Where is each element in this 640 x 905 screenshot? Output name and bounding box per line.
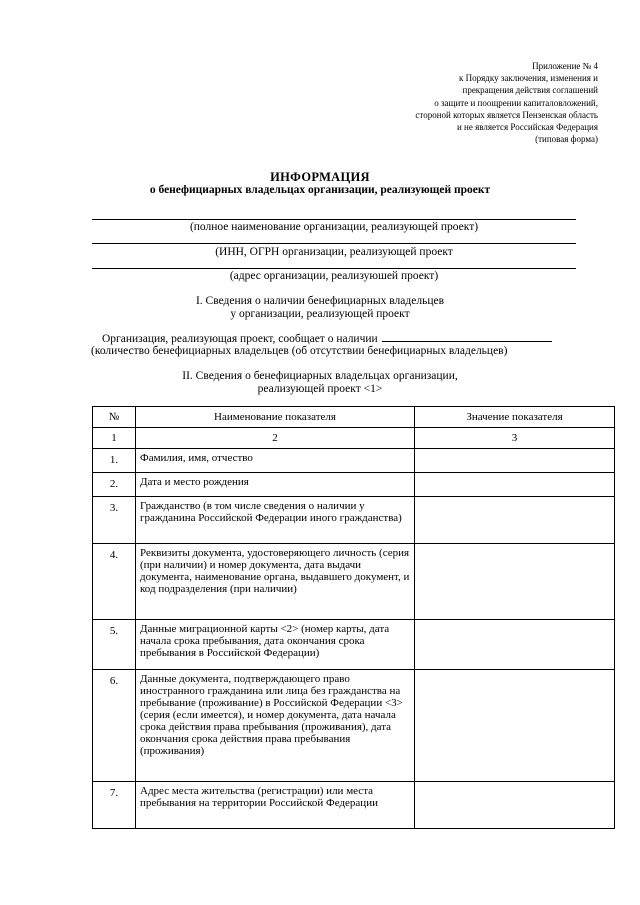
row-value-cell[interactable] <box>415 449 615 473</box>
section-1-line: у организации, реализующей проект <box>230 308 410 320</box>
address-line <box>92 268 576 269</box>
row-value-cell[interactable] <box>415 473 615 497</box>
report-text: Организация, реализующая проект, сообщает о наличии <box>102 333 378 345</box>
document-subtitle: о бенефициарных владельцах организации, реализующей проект <box>149 184 491 196</box>
document-title: ИНФОРМАЦИЯ <box>270 170 370 184</box>
table-row <box>93 782 615 829</box>
row-number: 2. <box>93 473 136 497</box>
section-2-line: реализующей проект <1> <box>257 383 383 395</box>
row-value-cell[interactable] <box>415 620 615 670</box>
appendix-line: прекращения действия соглашений <box>462 85 598 96</box>
row-value-cell[interactable] <box>415 497 615 544</box>
table-column-numbers-row <box>93 428 615 449</box>
table-row <box>93 670 615 782</box>
appendix-line: к Порядку заключения, изменения и <box>458 73 598 84</box>
row-value-cell[interactable] <box>415 544 615 620</box>
header-value: Значение показателя <box>415 407 615 428</box>
table-row <box>93 544 615 620</box>
report-statement <box>102 333 552 345</box>
appendix-line: Приложение № 4 <box>532 61 598 71</box>
column-number: 2 <box>136 428 415 449</box>
table-header-row <box>93 407 615 428</box>
row-number: 6. <box>93 670 136 782</box>
row-indicator: Реквизиты документа, удостоверяющего личность (серия (при наличии) и номер документа, дата выдачи документа, наименование органа, выдавшего документ, и код подразделения (при наличии) <box>136 544 415 620</box>
row-number: 4. <box>93 544 136 620</box>
appendix-line: (типовая форма) <box>535 134 598 145</box>
section-2-heading <box>0 370 640 396</box>
row-number: 1. <box>93 449 136 473</box>
row-indicator: Адрес места жительства (регистрации) или места пребывания на территории Российской Федерации <box>136 782 415 829</box>
header-number: № <box>93 407 136 428</box>
section-1-heading <box>0 295 640 321</box>
row-indicator: Гражданство (в том числе сведения о наличии у гражданина Российской Федерации иного гражданства) <box>136 497 415 544</box>
beneficiary-table <box>92 406 615 829</box>
table-row <box>93 473 615 497</box>
row-number: 7. <box>93 782 136 829</box>
report-note: (количество бенефициарных владельцев (об отсутствии бенефициарных владельцев) <box>91 345 508 357</box>
inn-caption: (ИНН, ОГРН организации, реализующей проект <box>215 246 453 258</box>
section-2-line: II. Сведения о бенефициарных владельцах организации, <box>182 370 458 382</box>
row-value-cell[interactable] <box>415 782 615 829</box>
address-caption: (адрес организации, реализуюшей проект) <box>229 270 439 282</box>
appendix-line: о защите и поощрении капиталовложений, <box>434 97 598 108</box>
header-indicator: Наименование показателя <box>136 407 415 428</box>
table-row <box>93 497 615 544</box>
inn-line <box>92 243 576 244</box>
appendix-line: и не является Российская Федерация <box>456 122 598 133</box>
table-row <box>93 449 615 473</box>
row-indicator: Данные документа, подтверждающего право иностранного гражданина или лица без гражданства на пребывание (проживание) в Российской Федерации <3> (серия (если имеется), и номер документа, дата начала срока действия права пребывания (проживания), дата окончания срока действия права пребывания (проживания) <box>136 670 415 782</box>
column-number: 1 <box>93 428 136 449</box>
row-number: 5. <box>93 620 136 670</box>
row-value-cell[interactable] <box>415 670 615 782</box>
column-number: 3 <box>415 428 615 449</box>
section-1-line: I. Сведения о наличии бенефициарных владельцев <box>195 295 445 307</box>
org-name-caption: (полное наименование организации, реализующей проект) <box>189 221 479 233</box>
beneficiary-count-blank <box>382 341 552 342</box>
table-row <box>93 620 615 670</box>
appendix-header <box>298 60 598 145</box>
appendix-line: стороной которых является Пензенская область <box>415 109 598 120</box>
row-number: 3. <box>93 497 136 544</box>
org-name-line <box>92 219 576 220</box>
row-indicator: Фамилия, имя, отчество <box>136 449 415 473</box>
row-indicator: Дата и место рождения <box>136 473 415 497</box>
row-indicator: Данные миграционной карты <2> (номер карты, дата начала срока пребывания, дата окончания срока пребывания в Российской Федерации) <box>136 620 415 670</box>
